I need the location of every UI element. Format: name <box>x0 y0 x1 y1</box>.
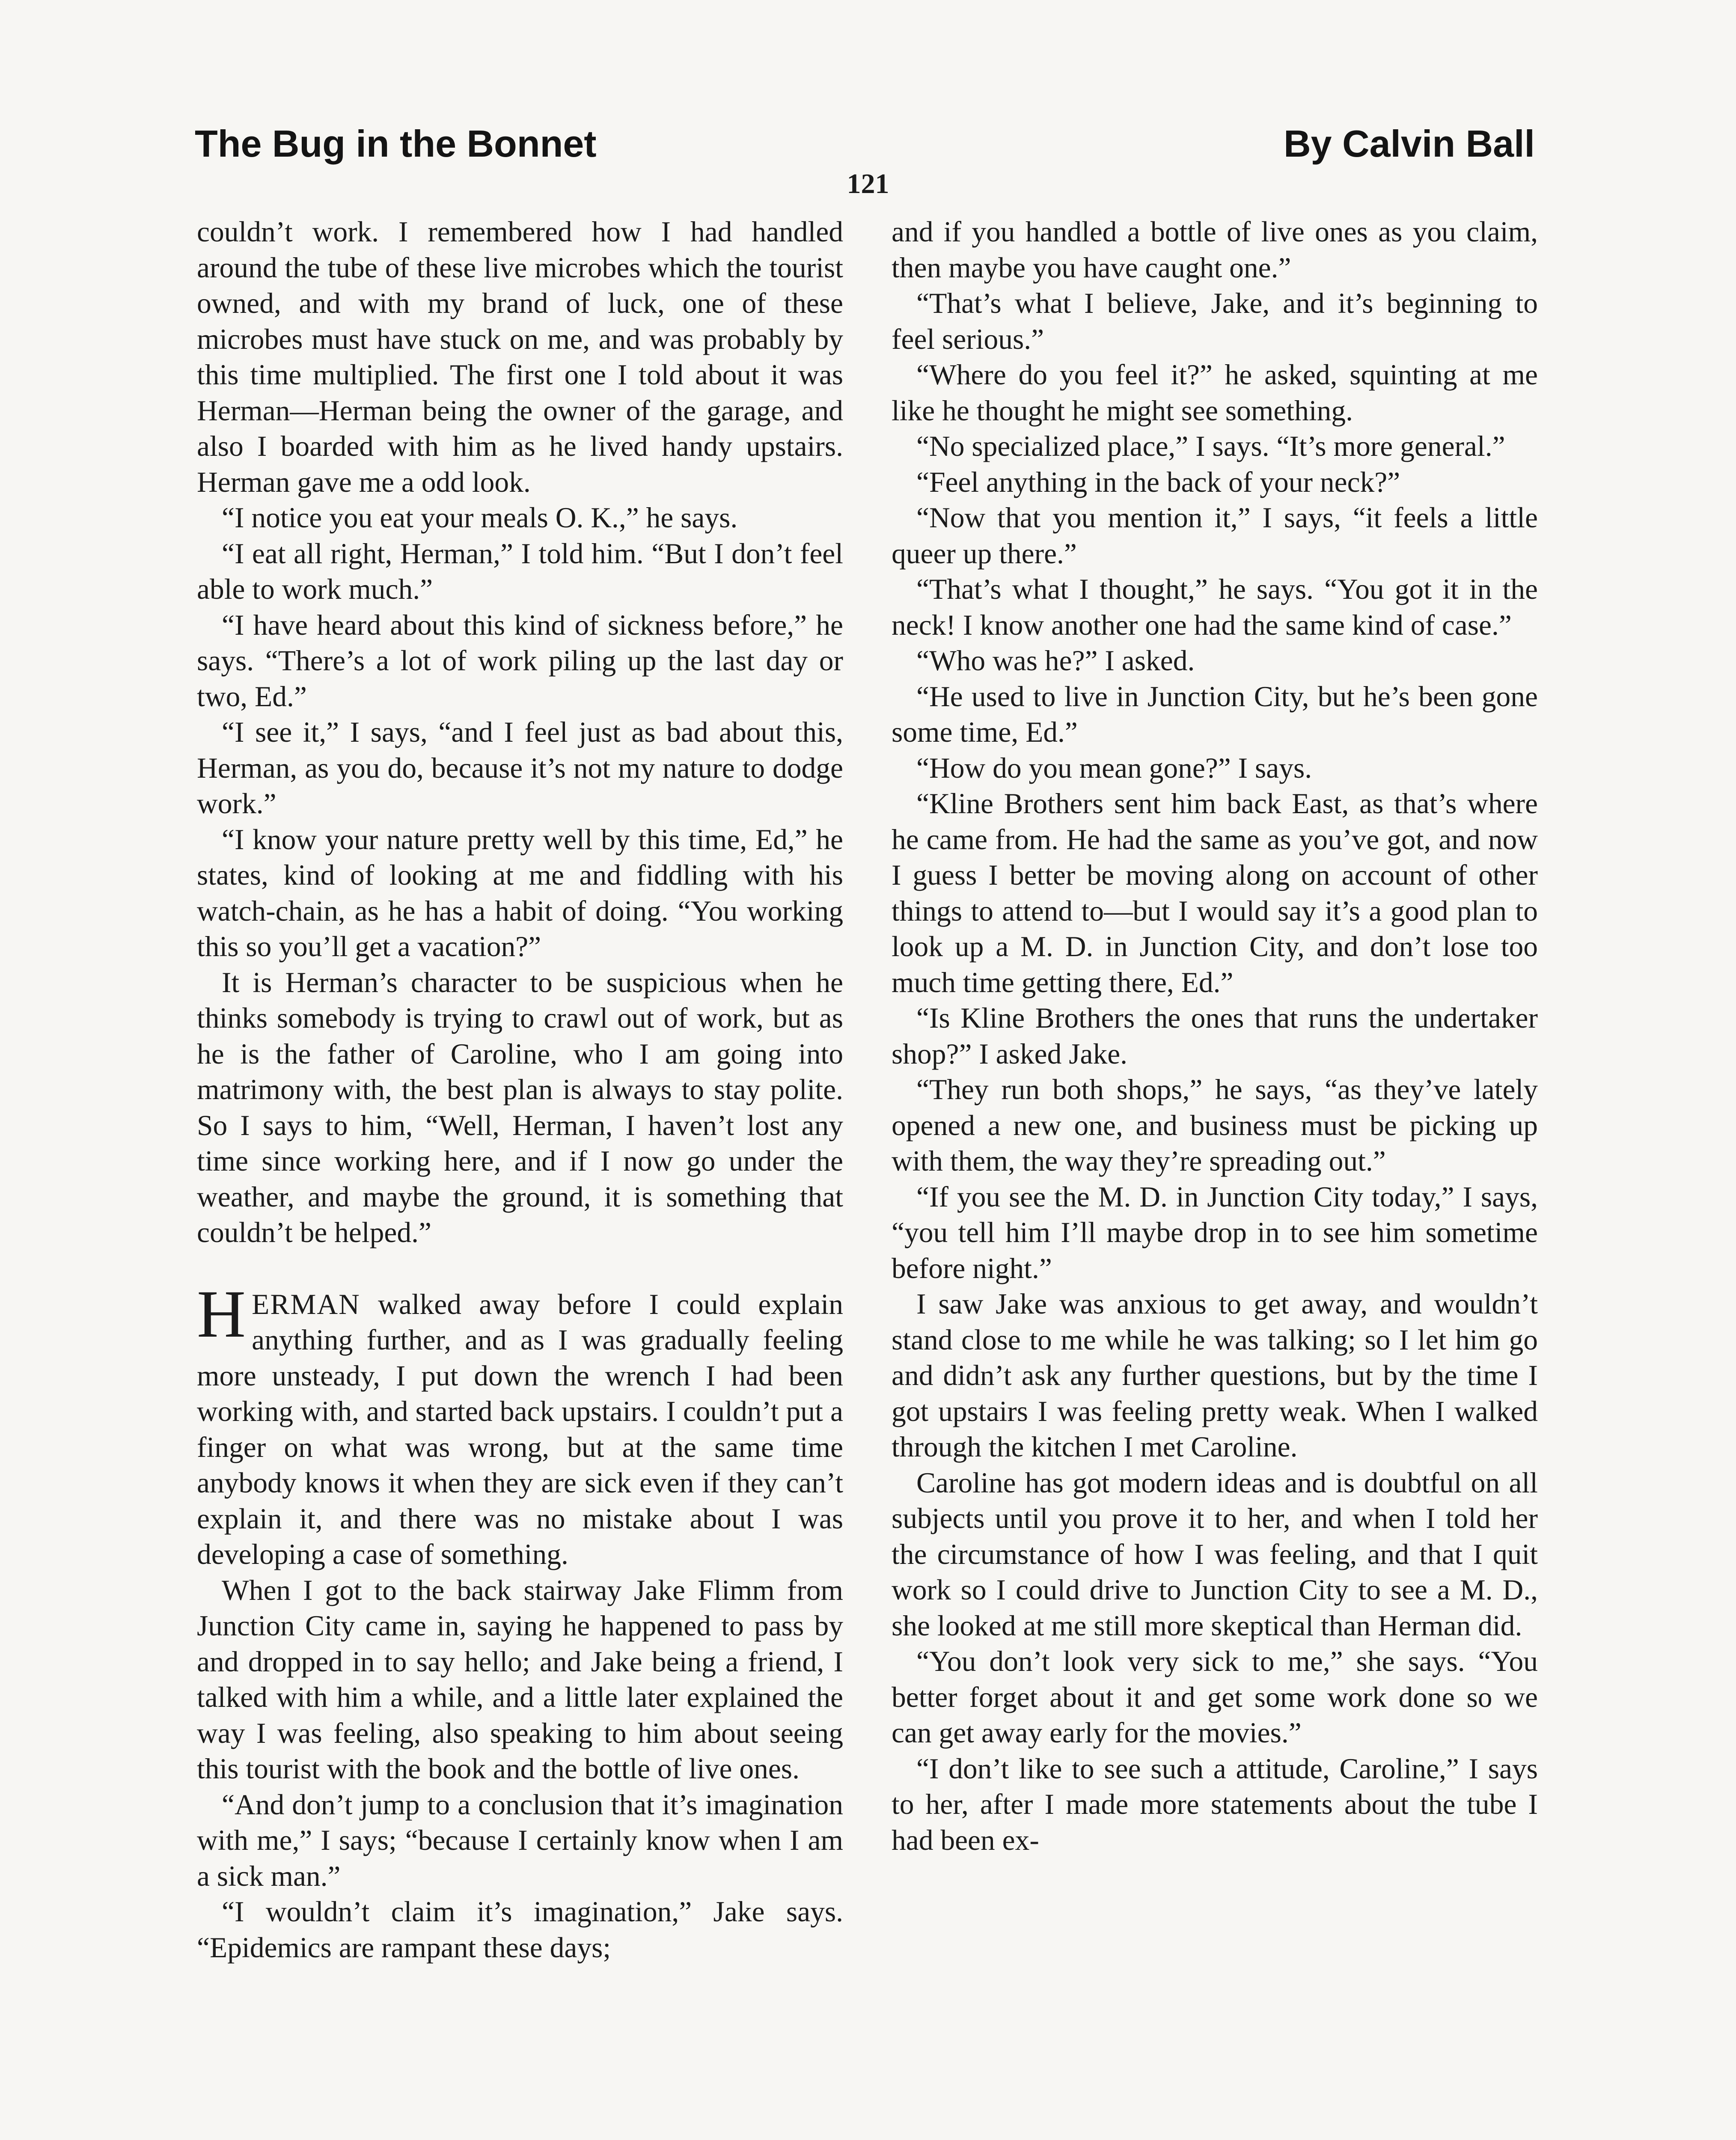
paragraph: “I notice you eat your meals O. K.,” he says. <box>222 502 738 534</box>
running-header <box>195 122 1535 173</box>
paragraph: “Who was he?” I asked. <box>916 645 1195 677</box>
paragraph: “I know your nature pretty well by this time, Ed,” he states, kind of looking at me and fiddling with his watch-chain, as he has a habit of doing. “You working this so you’ll get a vacation?” <box>197 823 843 963</box>
paragraph: “How do you mean gone?” I says. <box>916 752 1312 784</box>
paragraph: “That’s what I believe, Jake, and it’s beginning to feel serious.” <box>892 287 1538 355</box>
paragraph: “I see it,” I says, “and I feel just as bad about this, Herman, as you do, because it’s not my nature to dodge work.” <box>197 716 843 820</box>
paragraph: “If you see the M. D. in Junction City today,” I says, “you tell him I’ll maybe drop in to see him sometime before night.” <box>892 1180 1538 1284</box>
paragraph: “I wouldn’t claim it’s imagination,” Jake says. “Epidemics are rampant these days; <box>197 1896 843 1964</box>
right-column <box>892 214 1538 2140</box>
paragraph: “I have heard about this kind of sickness before,” he says. “There’s a lot of work piling up the last day or two, Ed.” <box>197 609 843 713</box>
paragraph: “And don’t jump to a conclusion that it’s imagination with me,” I says; “because I certainly know when I am a sick man.” <box>197 1788 843 1892</box>
paragraph: “I eat all right, Herman,” I told him. “But I don’t feel able to work much.” <box>197 537 843 605</box>
page-number: 121 <box>847 168 889 199</box>
story-title: The Bug in the Bonnet <box>195 122 597 165</box>
paragraph: Caroline has got modern ideas and is doubtful on all subjects until you prove it to her, and when I told her the circumstance of how I was feeling, and that I quit work so I could drive to Junction City to see a M. D., she looked at me still more skeptical than Herman did. <box>892 1466 1538 1642</box>
paragraph: “No specialized place,” I says. “It’s more general.” <box>916 430 1505 462</box>
drop-cap: H <box>197 1276 246 1352</box>
paragraph: “Is Kline Brothers the ones that runs the undertaker shop?” I asked Jake. <box>892 1002 1538 1070</box>
section-opening-paragraph <box>197 1276 843 1572</box>
paragraph: “He used to live in Junction City, but he’s been gone some time, Ed.” <box>892 680 1538 748</box>
left-column <box>197 214 843 2140</box>
paragraph: “Where do you feel it?” he asked, squinting at me like he thought he might see something. <box>892 359 1538 427</box>
paragraph: When I got to the back stairway Jake Flimm from Junction City came in, saying he happened to pass by and dropped in to say hello; and Jake being a friend, I talked with him a while, and a little later explained the way I was feeling, also speaking to him about seeing this tourist with the book and the bottle of live ones. <box>197 1574 843 1785</box>
paragraph: couldn’t work. I remembered how I had handled around the tube of these live microbes which the tourist owned, and with my brand of luck, one of these microbes must have stuck on me, and was probably by this time multiplied. The first one I told about it was Herman—Herman being the owner of the garage, and also I boarded with him as he lived handy upstairs. Herman gave me a odd look. <box>197 216 843 498</box>
paragraph: “I don’t like to see such a attitude, Caroline,” I says to her, after I made more statements about the tube I had been ex- <box>892 1752 1538 1856</box>
paragraph: “Kline Brothers sent him back East, as that’s where he came from. He had the same as you’ve got, and now I guess I better be moving along on account of other things to attend to—but I would say it’s a good plan to look up a M. D. in Junction City, and don’t lose too much time getting there, Ed.” <box>892 788 1538 999</box>
paragraph: I saw Jake was anxious to get away, and wouldn’t stand close to me while he was talking; so I let him go and didn’t ask any further questions, but by the time I got upstairs I was feeling pretty weak. When I walked through the kitchen I met Caroline. <box>892 1288 1538 1463</box>
paragraph: “Now that you mention it,” I says, “it feels a little queer up there.” <box>892 502 1538 570</box>
paragraph: It is Herman’s character to be suspicious when he thinks somebody is trying to crawl out of work, but as he is the father of Caroline, who I am going into matrimony with, the best plan is always to stay polite. So I says to him, “Well, Herman, I haven’t lost any time since working here, and if I now go under the weather, and maybe the ground, it is something that couldn’t be helped.” <box>197 966 843 1248</box>
author-byline: By Calvin Ball <box>1284 122 1535 165</box>
section-text: walked away before I could explain anything further, and as I was gradually feeling more unsteady, I put down the wrench I had been working with, and started back upstairs. I couldn’t put a finger on what was wrong, but at the same time anybody knows it when they are sick even if they can’t explain it, and there was no mistake about I was developing a case of something. <box>197 1288 843 1570</box>
paragraph: and if you handled a bottle of live ones as you claim, then maybe you have caught one.” <box>892 216 1538 284</box>
smallcaps-lead: ERMAN <box>252 1288 360 1320</box>
paragraph: “Feel anything in the back of your neck?” <box>916 466 1400 498</box>
paragraph: “They run both shops,” he says, “as they’ve lately opened a new one, and business must be picking up with them, the way they’re spreading out.” <box>892 1073 1538 1177</box>
paragraph: “That’s what I thought,” he says. “You got it in the neck! I know another one had the same kind of case.” <box>892 573 1538 641</box>
paragraph: “You don’t look very sick to me,” she says. “You better forget about it and get some work done so we can get away early for the movies.” <box>892 1645 1538 1749</box>
